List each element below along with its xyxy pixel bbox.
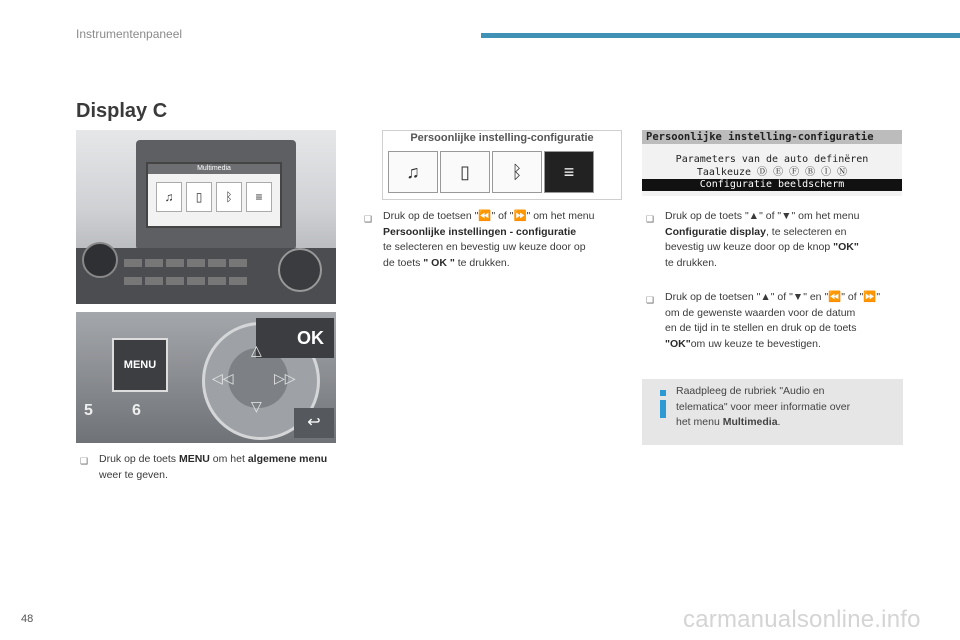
config-line-2: Taalkeuze Ⓓ Ⓔ Ⓕ Ⓑ Ⓘ Ⓝ [696, 167, 848, 178]
text-line: te selecteren en bevestig uw keuze door op [383, 241, 586, 253]
text-bold: Persoonlijke instellingen - configuratie [383, 225, 577, 238]
bluetooth-icon: ᛒ [492, 151, 542, 193]
text-line: te drukken. [665, 256, 717, 269]
volume-knob [82, 242, 118, 278]
display-screen [146, 162, 282, 228]
text: om het [209, 453, 248, 465]
preset-button [124, 277, 142, 285]
watermark: carmanualsonline.info [683, 606, 921, 633]
phone-icon: ▯ [440, 151, 490, 193]
preset-button [229, 277, 247, 285]
bullet-icon: ❑ [364, 214, 373, 224]
preset-button [208, 277, 226, 285]
menu-figure [382, 130, 622, 200]
text: het menu [676, 416, 723, 428]
col1-paragraph [99, 452, 339, 483]
up-arrow-icon: △ [251, 342, 262, 358]
text: te drukken. [454, 256, 510, 269]
info-box [642, 379, 903, 445]
bullet-icon: ❑ [646, 295, 655, 305]
text-bold: "OK" [665, 337, 691, 350]
text: weer te geven. [99, 468, 168, 481]
col2-paragraph [383, 209, 628, 271]
text: , te selecteren en [765, 225, 847, 238]
dashboard-photo [76, 130, 336, 304]
config-figure [642, 130, 902, 196]
text-bold: MENU [178, 453, 210, 465]
button-menu [229, 259, 247, 267]
text: Druk op de toets [99, 453, 179, 465]
button-music [208, 259, 226, 267]
bullet-icon: ❑ [646, 214, 655, 224]
section-title: Display C [76, 100, 168, 122]
preset-button [145, 277, 163, 285]
header-title: Instrumentenpaneel [76, 27, 183, 41]
text-bold: " OK " [423, 256, 455, 269]
phone-icon: ▯ [186, 182, 212, 212]
settings-icon: ≡ [544, 151, 594, 193]
col3-paragraph-2 [665, 290, 910, 352]
preset-buttons [124, 272, 274, 282]
preset-button [166, 277, 184, 285]
text-line: Druk op de toets "▲" of "▼" om het menu [665, 210, 860, 222]
screen-title: Multimedia [148, 164, 280, 174]
text-line: Druk op de toetsen "▲" of "▼" en "⏪" of "⏩" [665, 291, 881, 303]
controls-photo [76, 312, 336, 443]
header-bar [481, 33, 960, 38]
button-list [124, 259, 142, 267]
text-bold: Multimedia [722, 416, 778, 428]
text-line: Raadpleeg de rubriek "Audio en [676, 385, 825, 397]
text: om uw keuze te bevestigen. [690, 337, 821, 350]
config-line-1: Parameters van de auto definëren [675, 154, 869, 165]
col3-paragraph-1 [665, 209, 910, 271]
key-6: 6 [132, 402, 141, 419]
text: bevestig uw keuze door op de knop [665, 241, 834, 253]
function-buttons [124, 254, 274, 264]
text-bold: "OK" [833, 241, 859, 253]
button-radio [166, 259, 184, 267]
button-ta [187, 259, 205, 267]
bluetooth-icon: ᛒ [216, 182, 242, 212]
down-arrow-icon: ▽ [251, 398, 262, 414]
text: . [777, 416, 781, 428]
settings-icon: ≡ [246, 182, 272, 212]
left-arrow-icon: ◁◁ [212, 370, 234, 386]
back-icon: ↩ [294, 408, 334, 438]
ok-button: OK [256, 318, 334, 358]
menu-figure-title: Persoonlijke instelling-configuratie [410, 132, 594, 144]
right-arrow-icon: ▷▷ [274, 370, 296, 386]
page-number: 48 [21, 613, 34, 625]
config-figure-header: Persoonlijke instelling-configuratie [642, 130, 902, 144]
preset-button [187, 277, 205, 285]
info-text [676, 384, 896, 431]
config-line-3: Configuratie beeldscherm [642, 179, 902, 191]
menu-button: MENU [112, 338, 168, 392]
text-line: en de tijd in te stellen en druk op de toets [665, 322, 857, 334]
text-bold: algemene menu [247, 453, 328, 465]
info-icon [660, 390, 666, 418]
text-line: Druk op de toetsen "⏪" of "⏩" om het menu [383, 210, 595, 222]
navigation-knob [278, 248, 322, 292]
audio-icon: ♫ [156, 182, 182, 212]
audio-icon: ♫ [388, 151, 438, 193]
bullet-icon: ❑ [80, 456, 89, 466]
button-src [145, 259, 163, 267]
text-line: om de gewenste waarden voor de datum [665, 306, 856, 319]
key-5: 5 [84, 402, 93, 419]
text-line: telematica" voor meer informatie over [676, 400, 851, 413]
text: de toets [383, 256, 424, 269]
text-bold: Configuratie display [665, 225, 766, 238]
